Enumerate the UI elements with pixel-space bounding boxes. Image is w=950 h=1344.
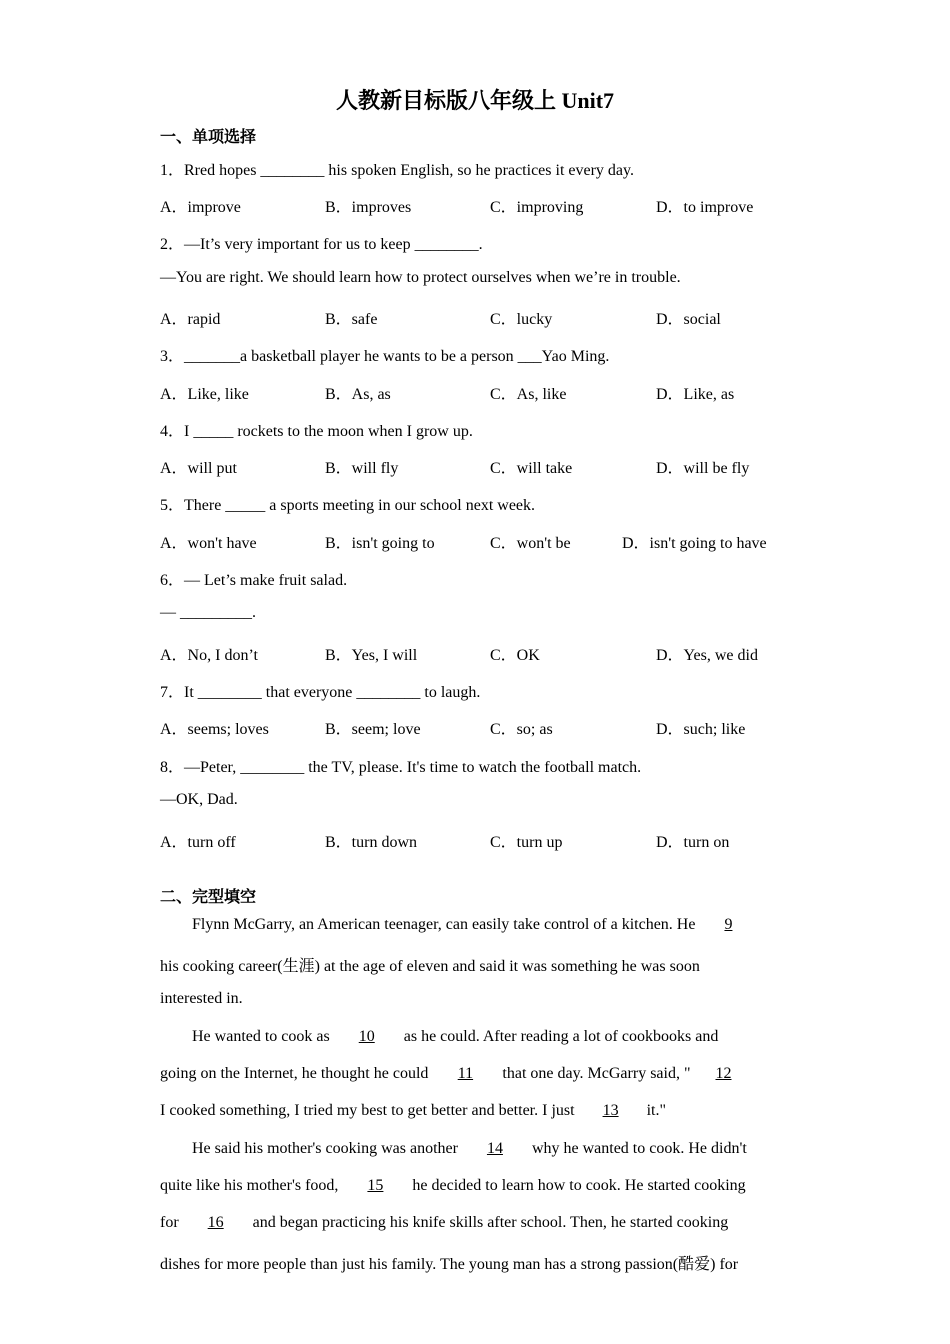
- question-2-line-2: —You are right. We should learn how to protect ourselves when we’re in trouble.: [160, 269, 681, 286]
- option-b[interactable]: B．Yes, I will: [325, 647, 418, 664]
- blank-12[interactable]: 12: [715, 1065, 732, 1082]
- option-c[interactable]: C．so; as: [490, 721, 553, 738]
- passage-text: I cooked something, I tried my best to get better and better. I just: [160, 1102, 579, 1119]
- option-a[interactable]: A．turn off: [160, 834, 236, 851]
- question-5-options: [160, 530, 800, 552]
- passage-line: [160, 1065, 757, 1083]
- passage-text: He wanted to cook as: [192, 1028, 334, 1045]
- question-8: 8．—Peter, ________ the TV, please. It's time to watch the football match.: [160, 759, 642, 776]
- passage-text: he decided to learn how to cook. He started cooking: [408, 1177, 746, 1194]
- option-d[interactable]: D．such; like: [656, 721, 746, 738]
- question-2: 2．—It’s very important for us to keep ________.: [160, 236, 483, 253]
- passage-line: [192, 1028, 718, 1046]
- option-d[interactable]: D．social: [656, 311, 721, 328]
- passage-line: [192, 916, 757, 934]
- option-b[interactable]: B．turn down: [325, 834, 418, 851]
- passage-line: [160, 1102, 666, 1120]
- question-7-options: [160, 716, 800, 738]
- question-6: 6．— Let’s make fruit salad.: [160, 572, 348, 589]
- question-1-options: [160, 194, 800, 216]
- passage-text: for: [160, 1214, 183, 1231]
- passage-text: as he could. After reading a lot of cookbooks and: [399, 1028, 719, 1045]
- option-b[interactable]: B．seem; love: [325, 721, 421, 738]
- option-d[interactable]: D．to improve: [656, 199, 754, 216]
- passage-text: it.": [642, 1102, 666, 1119]
- section-heading-cloze: 二、完型填空: [160, 887, 257, 906]
- option-a[interactable]: A．will put: [160, 460, 237, 477]
- blank-13[interactable]: 13: [602, 1102, 619, 1119]
- option-d[interactable]: D．isn't going to have: [622, 535, 767, 552]
- question-8-line-2: —OK, Dad.: [160, 791, 238, 808]
- blank-14[interactable]: 14: [486, 1140, 503, 1157]
- blank-15[interactable]: 15: [367, 1177, 384, 1194]
- option-b[interactable]: B．safe: [325, 311, 378, 328]
- page-title: 人教新目标版八年级上 Unit7: [335, 88, 615, 113]
- passage-text: He said his mother's cooking was another: [192, 1140, 462, 1157]
- question-7: 7．It ________ that everyone ________ to laugh.: [160, 684, 481, 701]
- option-c[interactable]: C．turn up: [490, 834, 563, 851]
- option-c[interactable]: C．will take: [490, 460, 573, 477]
- passage-text: and began practicing his knife skills after school. Then, he started cooking: [248, 1214, 729, 1231]
- option-d[interactable]: D．will be fly: [656, 460, 750, 477]
- option-b[interactable]: B．isn't going to: [325, 535, 435, 552]
- passage-text: going on the Internet, he thought he could: [160, 1065, 433, 1082]
- passage-line: [160, 1177, 746, 1195]
- option-d[interactable]: D．Like, as: [656, 386, 735, 403]
- question-2-options: [160, 306, 800, 328]
- passage-line: dishes for more people than just his family. The young man has a strong passion(酷爱) for: [160, 1256, 739, 1273]
- blank-9[interactable]: 9: [724, 916, 733, 933]
- option-d[interactable]: D．Yes, we did: [656, 647, 758, 664]
- question-5: 5．There _____ a sports meeting in our school next week.: [160, 497, 536, 514]
- question-4: 4．I _____ rockets to the moon when I grow up.: [160, 423, 473, 440]
- blank-16[interactable]: 16: [207, 1214, 224, 1231]
- option-b[interactable]: B．improves: [325, 199, 412, 216]
- passage-text: why he wanted to cook. He didn't: [527, 1140, 747, 1157]
- blank-10[interactable]: 10: [358, 1028, 375, 1045]
- option-c[interactable]: C．lucky: [490, 311, 553, 328]
- option-c[interactable]: C．OK: [490, 647, 540, 664]
- option-a[interactable]: A．improve: [160, 199, 241, 216]
- passage-line: [192, 1140, 747, 1158]
- passage-line: his cooking career(生涯) at the age of eleven and said it was something he was soon: [160, 958, 700, 975]
- question-6-line-2: — _________.: [160, 604, 256, 621]
- question-1: 1．Rred hopes ________ his spoken English, so he practices it every day.: [160, 162, 634, 179]
- option-c[interactable]: C．won't be: [490, 535, 571, 552]
- option-a[interactable]: A．seems; loves: [160, 721, 269, 738]
- passage-line: interested in.: [160, 990, 243, 1007]
- passage-line: [160, 1214, 728, 1232]
- option-c[interactable]: C．improving: [490, 199, 584, 216]
- option-c[interactable]: C．As, like: [490, 386, 567, 403]
- option-d[interactable]: D．turn on: [656, 834, 730, 851]
- question-4-options: [160, 455, 800, 477]
- option-a[interactable]: A．won't have: [160, 535, 257, 552]
- option-a[interactable]: A．rapid: [160, 311, 221, 328]
- option-a[interactable]: A．No, I don’t: [160, 647, 258, 664]
- question-3-options: [160, 381, 800, 403]
- option-b[interactable]: B．will fly: [325, 460, 399, 477]
- question-8-options: [160, 829, 800, 851]
- passage-text: quite like his mother's food,: [160, 1177, 343, 1194]
- option-b[interactable]: B．As, as: [325, 386, 391, 403]
- passage-text: Flynn McGarry, an American teenager, can easily take control of a kitchen. He: [192, 916, 700, 933]
- passage-text: that one day. McGarry said, ": [498, 1065, 691, 1082]
- question-6-options: [160, 642, 800, 664]
- blank-11[interactable]: 11: [457, 1065, 474, 1082]
- question-3: 3．_______a basketball player he wants to be a person ___Yao Ming.: [160, 348, 610, 365]
- section-heading-multiple-choice: 一、单项选择: [160, 127, 257, 146]
- option-a[interactable]: A．Like, like: [160, 386, 249, 403]
